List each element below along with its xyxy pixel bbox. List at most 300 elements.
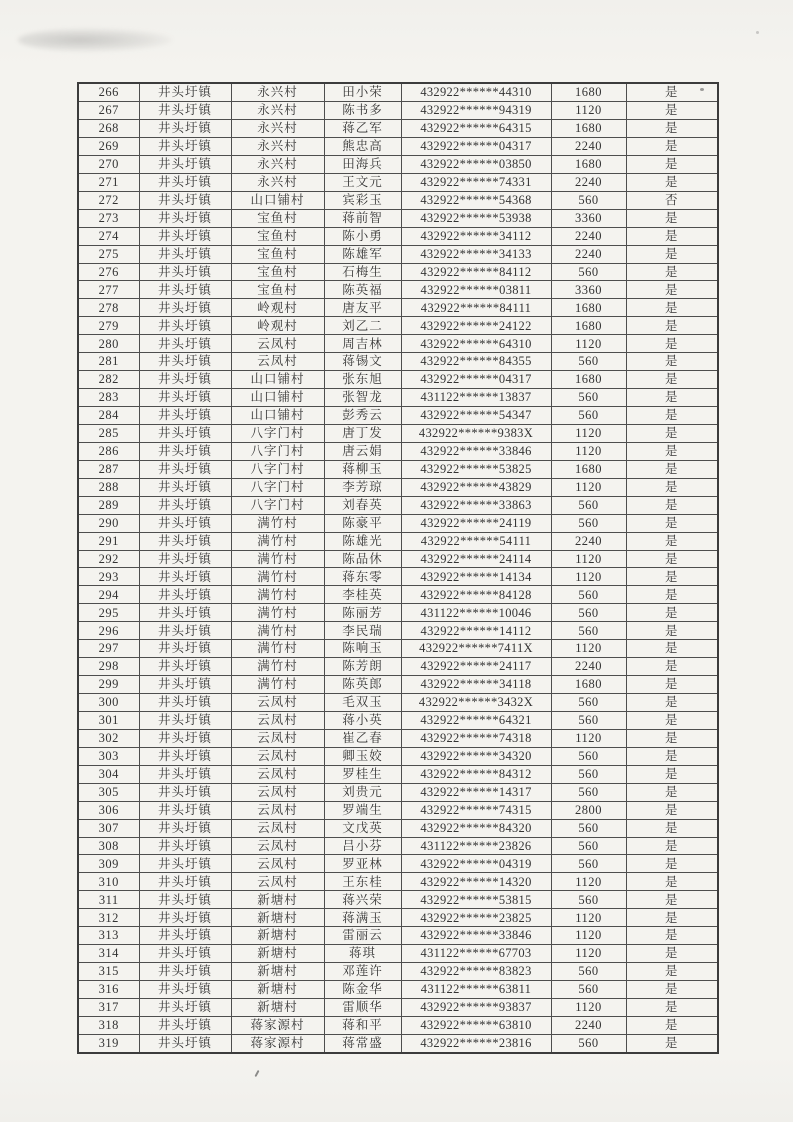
cell-name: 李民瑞 (324, 622, 401, 640)
cell-amount: 1120 (551, 873, 626, 891)
cell-no: 281 (78, 353, 139, 371)
cell-town: 井头圩镇 (139, 389, 231, 407)
cell-amount: 560 (551, 963, 626, 981)
cell-name: 蒋乙军 (324, 120, 401, 138)
cell-amount: 560 (551, 407, 626, 425)
cell-village: 满竹村 (231, 658, 324, 676)
cell-amount: 560 (551, 837, 626, 855)
table-row (78, 640, 718, 658)
cell-village: 新塘村 (231, 981, 324, 999)
cell-village: 云凤村 (231, 335, 324, 353)
cell-id: 432922******53815 (401, 891, 551, 909)
cell-no: 293 (78, 568, 139, 586)
cell-no: 317 (78, 998, 139, 1016)
cell-eligible: 是 (626, 263, 718, 281)
cell-village: 永兴村 (231, 173, 324, 191)
cell-name: 周吉林 (324, 335, 401, 353)
cell-name: 陈芳朗 (324, 658, 401, 676)
cell-village: 云凤村 (231, 801, 324, 819)
table-body (78, 83, 718, 1053)
cell-no: 275 (78, 245, 139, 263)
cell-name: 彭秀云 (324, 407, 401, 425)
cell-eligible: 是 (626, 694, 718, 712)
cell-no: 303 (78, 747, 139, 765)
cell-name: 文戊英 (324, 819, 401, 837)
cell-amount: 1680 (551, 371, 626, 389)
cell-no: 314 (78, 945, 139, 963)
beneficiary-roster-table (77, 82, 719, 1054)
cell-amount: 1120 (551, 335, 626, 353)
table-row (78, 837, 718, 855)
cell-id: 431122******10046 (401, 604, 551, 622)
cell-town: 井头圩镇 (139, 514, 231, 532)
table-row (78, 783, 718, 801)
cell-village: 云凤村 (231, 729, 324, 747)
cell-name: 蒋兴荣 (324, 891, 401, 909)
cell-amount: 1120 (551, 442, 626, 460)
cell-name: 唐友平 (324, 299, 401, 317)
cell-town: 井头圩镇 (139, 729, 231, 747)
table-row (78, 407, 718, 425)
cell-id: 432922******24114 (401, 550, 551, 568)
cell-id: 431122******23826 (401, 837, 551, 855)
cell-id: 432922******53938 (401, 209, 551, 227)
cell-id: 432922******04317 (401, 137, 551, 155)
cell-village: 云凤村 (231, 353, 324, 371)
cell-no: 308 (78, 837, 139, 855)
cell-eligible: 是 (626, 998, 718, 1016)
cell-eligible: 是 (626, 783, 718, 801)
cell-amount: 1680 (551, 120, 626, 138)
cell-amount: 2240 (551, 227, 626, 245)
cell-town: 井头圩镇 (139, 137, 231, 155)
cell-id: 432922******23825 (401, 909, 551, 927)
cell-town: 井头圩镇 (139, 335, 231, 353)
cell-no: 291 (78, 532, 139, 550)
table-row (78, 998, 718, 1016)
cell-name: 王文元 (324, 173, 401, 191)
cell-town: 井头圩镇 (139, 442, 231, 460)
cell-id: 432922******24119 (401, 514, 551, 532)
cell-amount: 1680 (551, 299, 626, 317)
table-row (78, 532, 718, 550)
cell-no: 307 (78, 819, 139, 837)
cell-id: 432922******33846 (401, 442, 551, 460)
table-row (78, 102, 718, 120)
cell-village: 八字门村 (231, 478, 324, 496)
cell-amount: 560 (551, 891, 626, 909)
cell-amount: 2240 (551, 658, 626, 676)
cell-id: 432922******84112 (401, 263, 551, 281)
cell-name: 雷顺华 (324, 998, 401, 1016)
cell-town: 井头圩镇 (139, 765, 231, 783)
cell-amount: 560 (551, 783, 626, 801)
cell-amount: 560 (551, 263, 626, 281)
cell-village: 云凤村 (231, 711, 324, 729)
cell-no: 277 (78, 281, 139, 299)
cell-no: 289 (78, 496, 139, 514)
table-row (78, 460, 718, 478)
cell-id: 432922******14320 (401, 873, 551, 891)
cell-amount: 2800 (551, 801, 626, 819)
cell-name: 雷丽云 (324, 927, 401, 945)
cell-no: 282 (78, 371, 139, 389)
cell-name: 蒋东零 (324, 568, 401, 586)
cell-town: 井头圩镇 (139, 191, 231, 209)
cell-town: 井头圩镇 (139, 927, 231, 945)
cell-eligible: 是 (626, 819, 718, 837)
cell-no: 285 (78, 424, 139, 442)
cell-amount: 1120 (551, 550, 626, 568)
cell-amount: 560 (551, 747, 626, 765)
cell-id: 432922******54368 (401, 191, 551, 209)
cell-amount: 1120 (551, 478, 626, 496)
cell-town: 井头圩镇 (139, 676, 231, 694)
cell-id: 432922******84312 (401, 765, 551, 783)
table-row (78, 209, 718, 227)
cell-amount: 1680 (551, 83, 626, 102)
cell-eligible: 是 (626, 801, 718, 819)
cell-id: 432922******64310 (401, 335, 551, 353)
cell-amount: 1120 (551, 998, 626, 1016)
cell-town: 井头圩镇 (139, 317, 231, 335)
cell-name: 蒋常盛 (324, 1034, 401, 1053)
table-row (78, 353, 718, 371)
cell-eligible: 是 (626, 173, 718, 191)
cell-town: 井头圩镇 (139, 83, 231, 102)
cell-eligible: 是 (626, 568, 718, 586)
cell-town: 井头圩镇 (139, 873, 231, 891)
cell-town: 井头圩镇 (139, 245, 231, 263)
cell-no: 273 (78, 209, 139, 227)
cell-town: 井头圩镇 (139, 694, 231, 712)
cell-amount: 3360 (551, 281, 626, 299)
cell-name: 罗桂生 (324, 765, 401, 783)
table-row (78, 191, 718, 209)
cell-no: 267 (78, 102, 139, 120)
cell-amount: 1120 (551, 568, 626, 586)
cell-town: 井头圩镇 (139, 263, 231, 281)
cell-no: 319 (78, 1034, 139, 1053)
cell-town: 井头圩镇 (139, 783, 231, 801)
cell-no: 284 (78, 407, 139, 425)
cell-amount: 1120 (551, 945, 626, 963)
cell-id: 432922******24117 (401, 658, 551, 676)
cell-id: 432922******04319 (401, 855, 551, 873)
cell-no: 305 (78, 783, 139, 801)
cell-name: 李芳琼 (324, 478, 401, 496)
cell-eligible: 是 (626, 765, 718, 783)
cell-town: 井头圩镇 (139, 640, 231, 658)
cell-amount: 560 (551, 514, 626, 532)
table-row (78, 622, 718, 640)
cell-no: 315 (78, 963, 139, 981)
table-row (78, 424, 718, 442)
cell-village: 新塘村 (231, 927, 324, 945)
cell-amount: 2240 (551, 245, 626, 263)
cell-amount: 1120 (551, 909, 626, 927)
cell-town: 井头圩镇 (139, 891, 231, 909)
cell-no: 270 (78, 155, 139, 173)
cell-id: 431122******13837 (401, 389, 551, 407)
cell-eligible: 是 (626, 532, 718, 550)
cell-name: 蒋小英 (324, 711, 401, 729)
table-row (78, 155, 718, 173)
table-row (78, 1034, 718, 1053)
cell-amount: 560 (551, 819, 626, 837)
cell-eligible: 是 (626, 209, 718, 227)
cell-eligible: 是 (626, 676, 718, 694)
cell-eligible: 是 (626, 873, 718, 891)
cell-village: 八字门村 (231, 460, 324, 478)
cell-village: 满竹村 (231, 604, 324, 622)
cell-id: 432922******3432X (401, 694, 551, 712)
cell-eligible: 是 (626, 442, 718, 460)
cell-no: 272 (78, 191, 139, 209)
cell-id: 432922******64321 (401, 711, 551, 729)
cell-amount: 560 (551, 765, 626, 783)
cell-id: 431122******67703 (401, 945, 551, 963)
cell-id: 432922******9383X (401, 424, 551, 442)
cell-name: 蒋柳玉 (324, 460, 401, 478)
cell-town: 井头圩镇 (139, 353, 231, 371)
cell-eligible: 是 (626, 1034, 718, 1053)
table-row (78, 586, 718, 604)
cell-name: 蒋前智 (324, 209, 401, 227)
cell-eligible: 是 (626, 353, 718, 371)
cell-id: 432922******33863 (401, 496, 551, 514)
table-row (78, 711, 718, 729)
cell-no: 298 (78, 658, 139, 676)
cell-village: 宝鱼村 (231, 227, 324, 245)
cell-eligible: 是 (626, 963, 718, 981)
cell-name: 张东旭 (324, 371, 401, 389)
cell-no: 318 (78, 1016, 139, 1034)
cell-id: 432922******84355 (401, 353, 551, 371)
cell-no: 301 (78, 711, 139, 729)
cell-village: 岭观村 (231, 299, 324, 317)
cell-name: 陈书多 (324, 102, 401, 120)
cell-name: 王东桂 (324, 873, 401, 891)
cell-name: 唐丁发 (324, 424, 401, 442)
cell-village: 满竹村 (231, 640, 324, 658)
cell-id: 432922******94319 (401, 102, 551, 120)
cell-amount: 3360 (551, 209, 626, 227)
cell-name: 蒋锡文 (324, 353, 401, 371)
cell-name: 陈小勇 (324, 227, 401, 245)
cell-id: 432922******74315 (401, 801, 551, 819)
cell-amount: 2240 (551, 137, 626, 155)
cell-no: 292 (78, 550, 139, 568)
scan-smudge-artifact (18, 28, 173, 52)
table-row (78, 909, 718, 927)
table-row (78, 299, 718, 317)
cell-no: 271 (78, 173, 139, 191)
cell-eligible: 是 (626, 102, 718, 120)
cell-no: 287 (78, 460, 139, 478)
cell-town: 井头圩镇 (139, 1016, 231, 1034)
cell-name: 吕小芬 (324, 837, 401, 855)
cell-amount: 2240 (551, 532, 626, 550)
cell-no: 304 (78, 765, 139, 783)
cell-village: 宝鱼村 (231, 209, 324, 227)
cell-id: 432922******84111 (401, 299, 551, 317)
cell-eligible: 是 (626, 245, 718, 263)
cell-village: 云凤村 (231, 819, 324, 837)
table-row (78, 263, 718, 281)
cell-amount: 1120 (551, 424, 626, 442)
cell-village: 新塘村 (231, 945, 324, 963)
table-row (78, 694, 718, 712)
cell-village: 新塘村 (231, 909, 324, 927)
cell-village: 云凤村 (231, 765, 324, 783)
cell-name: 毛双玉 (324, 694, 401, 712)
cell-village: 宝鱼村 (231, 245, 324, 263)
cell-amount: 560 (551, 604, 626, 622)
cell-amount: 560 (551, 496, 626, 514)
cell-village: 永兴村 (231, 137, 324, 155)
cell-village: 新塘村 (231, 963, 324, 981)
cell-eligible: 是 (626, 496, 718, 514)
cell-name: 唐云娟 (324, 442, 401, 460)
table-row (78, 981, 718, 999)
cell-eligible: 否 (626, 191, 718, 209)
cell-village: 满竹村 (231, 532, 324, 550)
cell-town: 井头圩镇 (139, 586, 231, 604)
cell-eligible: 是 (626, 711, 718, 729)
table-row (78, 550, 718, 568)
table-row (78, 496, 718, 514)
cell-village: 蒋家源村 (231, 1034, 324, 1053)
table-row (78, 801, 718, 819)
table-row (78, 855, 718, 873)
cell-no: 286 (78, 442, 139, 460)
table-row (78, 173, 718, 191)
cell-village: 新塘村 (231, 998, 324, 1016)
cell-id: 432922******54347 (401, 407, 551, 425)
cell-town: 井头圩镇 (139, 658, 231, 676)
cell-id: 432922******34320 (401, 747, 551, 765)
cell-id: 432922******24122 (401, 317, 551, 335)
cell-name: 石梅生 (324, 263, 401, 281)
cell-no: 268 (78, 120, 139, 138)
cell-eligible: 是 (626, 424, 718, 442)
cell-town: 井头圩镇 (139, 819, 231, 837)
table-row (78, 568, 718, 586)
cell-name: 李桂英 (324, 586, 401, 604)
cell-no: 266 (78, 83, 139, 102)
cell-eligible: 是 (626, 389, 718, 407)
cell-id: 432922******34133 (401, 245, 551, 263)
cell-eligible: 是 (626, 729, 718, 747)
cell-eligible: 是 (626, 622, 718, 640)
cell-town: 井头圩镇 (139, 281, 231, 299)
cell-amount: 2240 (551, 173, 626, 191)
cell-eligible: 是 (626, 299, 718, 317)
cell-name: 刘乙二 (324, 317, 401, 335)
cell-name: 刘春英 (324, 496, 401, 514)
cell-village: 八字门村 (231, 442, 324, 460)
cell-no: 274 (78, 227, 139, 245)
cell-name: 崔乙春 (324, 729, 401, 747)
cell-no: 276 (78, 263, 139, 281)
cell-id: 432922******7411X (401, 640, 551, 658)
cell-town: 井头圩镇 (139, 299, 231, 317)
cell-town: 井头圩镇 (139, 837, 231, 855)
cell-town: 井头圩镇 (139, 120, 231, 138)
cell-eligible: 是 (626, 371, 718, 389)
cell-village: 山口铺村 (231, 371, 324, 389)
cell-village: 云凤村 (231, 747, 324, 765)
cell-eligible: 是 (626, 317, 718, 335)
cell-amount: 560 (551, 389, 626, 407)
cell-id: 432922******83823 (401, 963, 551, 981)
cell-village: 岭观村 (231, 317, 324, 335)
cell-town: 井头圩镇 (139, 173, 231, 191)
table-row (78, 927, 718, 945)
cell-id: 432922******84128 (401, 586, 551, 604)
cell-eligible: 是 (626, 927, 718, 945)
cell-amount: 560 (551, 586, 626, 604)
cell-no: 310 (78, 873, 139, 891)
cell-name: 蒋琪 (324, 945, 401, 963)
cell-name: 蒋和平 (324, 1016, 401, 1034)
cell-village: 满竹村 (231, 676, 324, 694)
table-row (78, 389, 718, 407)
table-row (78, 729, 718, 747)
cell-no: 294 (78, 586, 139, 604)
cell-no: 297 (78, 640, 139, 658)
table-row (78, 963, 718, 981)
cell-name: 张智龙 (324, 389, 401, 407)
cell-amount: 1680 (551, 317, 626, 335)
cell-town: 井头圩镇 (139, 496, 231, 514)
cell-name: 卿玉姣 (324, 747, 401, 765)
cell-village: 永兴村 (231, 102, 324, 120)
cell-eligible: 是 (626, 155, 718, 173)
table-row (78, 478, 718, 496)
cell-no: 309 (78, 855, 139, 873)
cell-village: 满竹村 (231, 514, 324, 532)
cell-amount: 560 (551, 981, 626, 999)
cell-name: 熊忠高 (324, 137, 401, 155)
cell-id: 432922******93837 (401, 998, 551, 1016)
cell-village: 满竹村 (231, 550, 324, 568)
cell-eligible: 是 (626, 747, 718, 765)
cell-amount: 1680 (551, 460, 626, 478)
table-row (78, 891, 718, 909)
cell-name: 邓莲许 (324, 963, 401, 981)
cell-eligible: 是 (626, 837, 718, 855)
cell-amount: 1120 (551, 927, 626, 945)
cell-no: 295 (78, 604, 139, 622)
cell-village: 山口铺村 (231, 191, 324, 209)
cell-town: 井头圩镇 (139, 801, 231, 819)
table-row (78, 945, 718, 963)
scan-speck-artifact (756, 31, 759, 34)
table-row (78, 819, 718, 837)
cell-town: 井头圩镇 (139, 998, 231, 1016)
cell-name: 刘贵元 (324, 783, 401, 801)
cell-amount: 560 (551, 855, 626, 873)
cell-town: 井头圩镇 (139, 1034, 231, 1053)
cell-town: 井头圩镇 (139, 711, 231, 729)
cell-town: 井头圩镇 (139, 550, 231, 568)
cell-village: 满竹村 (231, 568, 324, 586)
cell-amount: 560 (551, 191, 626, 209)
cell-village: 满竹村 (231, 622, 324, 640)
cell-name: 罗亚林 (324, 855, 401, 873)
